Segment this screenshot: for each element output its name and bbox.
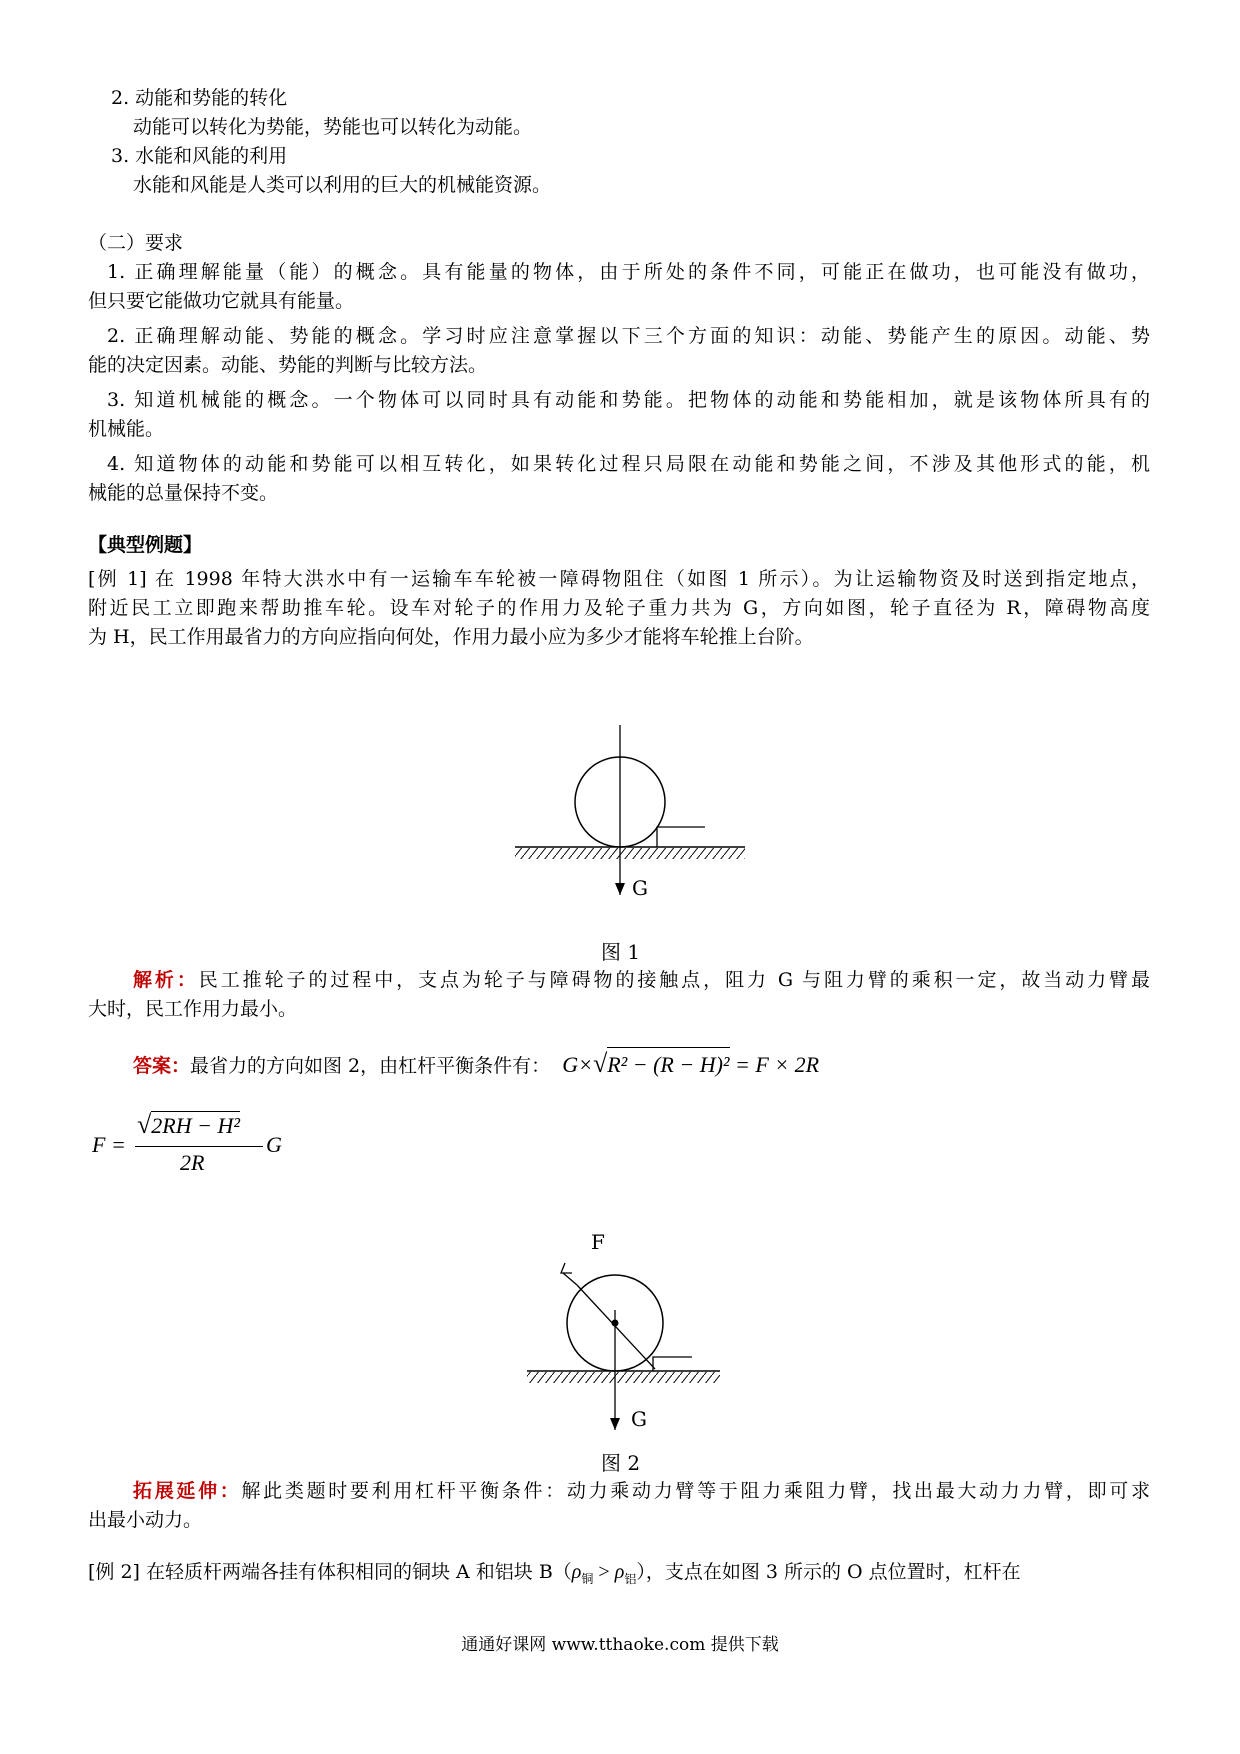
figure-2-wheel-diagram bbox=[520, 1245, 740, 1435]
requirement-3-line2: 机械能。 bbox=[88, 418, 165, 440]
greater-than: > bbox=[593, 1561, 615, 1583]
fraction-bar bbox=[135, 1146, 263, 1147]
fig1-gravity-arrow-head bbox=[615, 883, 625, 895]
analysis-line2: 大时，民工作用力最小。 bbox=[88, 998, 298, 1020]
requirement-4-line2: 械能的总量保持不变。 bbox=[88, 482, 279, 504]
item3-title: 3. 水能和风能的利用 bbox=[111, 145, 288, 167]
fig2-label-f: F bbox=[591, 1230, 605, 1254]
rho-symbol-copper: ρ bbox=[571, 1561, 582, 1583]
requirement-1-line2: 但只要它能做功它就具有能量。 bbox=[88, 290, 355, 312]
fig2-label-g: G bbox=[631, 1407, 647, 1431]
equation-2 bbox=[92, 1112, 312, 1182]
fig1-ground-hatch bbox=[515, 848, 745, 859]
examples-heading: 【典型例题】 bbox=[88, 534, 203, 556]
answer-line bbox=[133, 1047, 819, 1082]
requirement-2-line2: 能的决定因素。动能、势能的判断与比较方法。 bbox=[88, 354, 488, 376]
answer-label: 答案： bbox=[133, 1055, 191, 1077]
requirement-2-line1: 2. 正确理解动能、势能的概念。学习时应注意掌握以下三个方面的知识：动能、势能产生的原因。动能、势 bbox=[107, 325, 1150, 347]
equation-2-radicand: 2RH − H² bbox=[151, 1113, 240, 1138]
fig2-caption: 图 2 bbox=[601, 1451, 641, 1475]
page-footer: 通通好课网 www.tthaoke.com 提供下载 bbox=[461, 1635, 779, 1655]
rho-symbol-aluminum: ρ bbox=[614, 1561, 625, 1583]
extension-line2: 出最小动力。 bbox=[88, 1509, 203, 1531]
example-2-text-a: [例 2] 在轻质杆两端各挂有体积相同的铜块 A 和铝块 B（ bbox=[88, 1561, 572, 1583]
example-2-text-b: ），支点在如图 3 所示的 O 点位置时，杠杆在 bbox=[636, 1561, 1021, 1583]
extension-label: 拓展延伸： bbox=[133, 1480, 242, 1502]
requirements-heading: （二）要求 bbox=[88, 232, 184, 254]
sqrt-sign-1: √ bbox=[592, 1049, 608, 1078]
extension-line1 bbox=[133, 1477, 1150, 1505]
fig1-caption: 图 1 bbox=[601, 940, 641, 964]
analysis-label: 解析： bbox=[133, 969, 199, 991]
equation-1-right: = F × 2R bbox=[729, 1052, 820, 1077]
example-1-line3: 为 H，民工作用最省力的方向应指向何处，作用力最小应为多少才能将车轮推上台阶。 bbox=[88, 626, 814, 648]
fig2-ground-hatch bbox=[527, 1372, 720, 1383]
item2-title: 2. 动能和势能的转化 bbox=[111, 87, 288, 109]
fig2-force-arrow-head bbox=[561, 1263, 572, 1273]
fig2-lever-arm bbox=[577, 1285, 655, 1369]
fig2-gravity-arrow-head bbox=[610, 1418, 620, 1430]
sqrt-sign-2: √ bbox=[137, 1110, 152, 1139]
copper-subscript: 铜 bbox=[581, 1572, 594, 1586]
equation-2-numerator bbox=[137, 1110, 240, 1140]
requirement-1-line1: 1. 正确理解能量（能）的概念。具有能量的物体，由于所处的条件不同，可能正在做功，也可能没有做功， bbox=[107, 261, 1150, 283]
example-2-line1 bbox=[88, 1558, 1021, 1593]
aluminum-subscript: 铝 bbox=[624, 1572, 637, 1586]
fig1-label-g: G bbox=[632, 876, 648, 900]
equation-1-left: G× bbox=[562, 1052, 593, 1077]
equation-2-lhs: F = bbox=[92, 1132, 126, 1157]
equation-1 bbox=[562, 1049, 820, 1078]
item2-body: 动能可以转化为势能，势能也可以转化为动能。 bbox=[133, 116, 533, 138]
fig2-obstacle-step bbox=[653, 1357, 692, 1371]
figure-1-wheel-diagram bbox=[500, 715, 760, 900]
requirement-4-line1: 4. 知道物体的动能和势能可以相互转化，如果转化过程只局限在动能和势能之间，不涉及其他形式的能，机 bbox=[107, 453, 1150, 475]
fig2-force-line bbox=[563, 1273, 577, 1285]
extension-text: 解此类题时要利用杠杆平衡条件：动力乘动力臂等于阻力乘阻力臂，找出最大动力力臂，即可求 bbox=[241, 1480, 1150, 1502]
equation-2-denominator: 2R bbox=[180, 1150, 205, 1175]
rho-copper bbox=[571, 1561, 637, 1586]
fig1-obstacle-step bbox=[657, 827, 705, 847]
example-1-line1: [例 1] 在 1998 年特大洪水中有一运输车车轮被一障碍物阻住（如图 1 所示）。为让运输物资及时送到指定地点， bbox=[88, 568, 1150, 590]
equation-1-radicand: R² − (R − H)² bbox=[607, 1047, 729, 1081]
requirement-3-line1: 3. 知道机械能的概念。一个物体可以同时具有动能和势能。把物体的动能和势能相加，就是该物体所具有的 bbox=[107, 389, 1150, 411]
example-1-line2: 附近民工立即跑来帮助推车轮。设车对轮子的作用力及轮子重力共为 G，方向如图，轮子直径为 R，障碍物高度 bbox=[88, 597, 1150, 619]
equation-2-tail: G bbox=[266, 1132, 282, 1157]
answer-text: 最省力的方向如图 2，由杠杆平衡条件有： bbox=[190, 1055, 551, 1077]
item3-body: 水能和风能是人类可以利用的巨大的机械能资源。 bbox=[133, 174, 552, 196]
analysis-text: 民工推轮子的过程中，支点为轮子与障碍物的接触点，阻力 G 与阻力臂的乘积一定，故当动力臂最 bbox=[198, 969, 1150, 991]
analysis-line1 bbox=[133, 966, 1150, 994]
